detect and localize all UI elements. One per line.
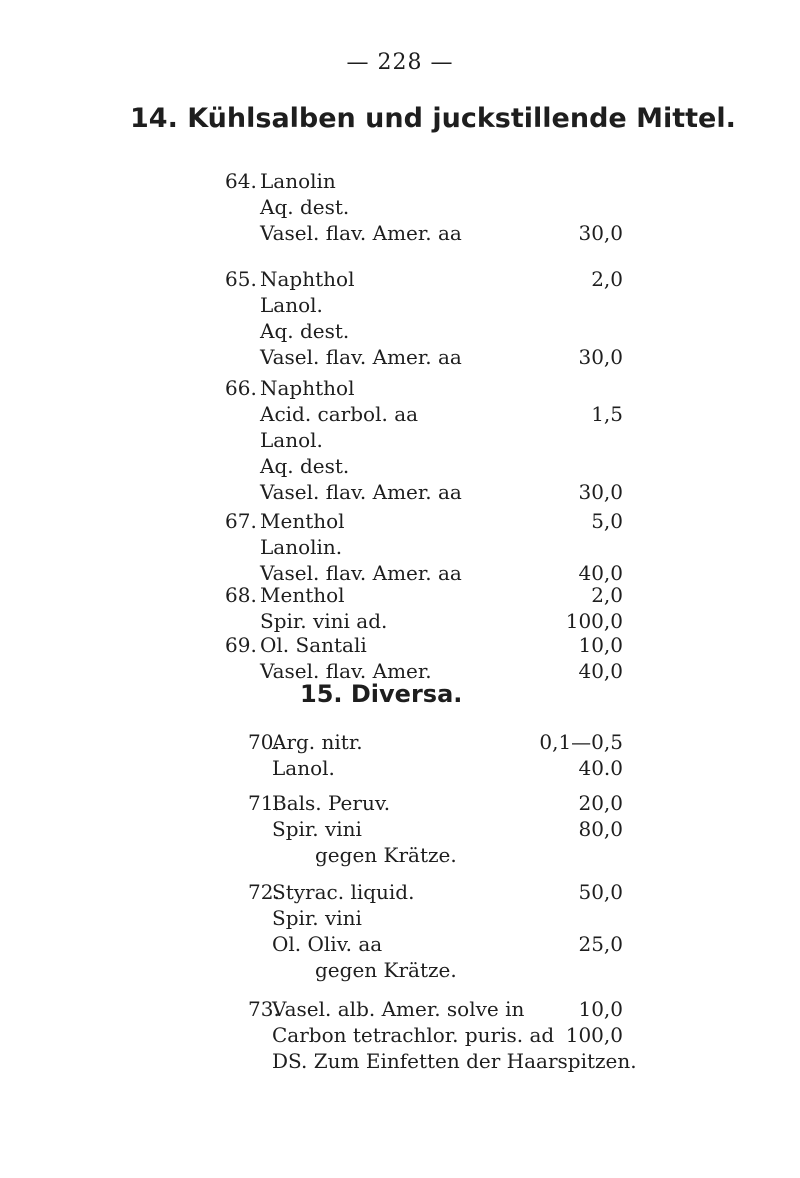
section-heading-14: 14. Kühlsalben und juckstillende Mittel. bbox=[130, 103, 736, 134]
ingredient: Ol. Santali bbox=[260, 633, 367, 657]
recipe-line bbox=[0, 375, 800, 401]
recipe-64 bbox=[0, 168, 800, 246]
usage-note: gegen Krätze. bbox=[315, 843, 457, 867]
usage-note: gegen Krätze. bbox=[315, 958, 457, 982]
recipe-number: 67. bbox=[225, 509, 257, 533]
recipe-line bbox=[0, 344, 800, 370]
ingredient: Vasel. flav. Amer. aa bbox=[260, 345, 462, 369]
quantity: 25,0 bbox=[578, 932, 623, 956]
quantity: 30,0 bbox=[578, 480, 623, 504]
recipe-68 bbox=[0, 582, 800, 634]
recipe-line bbox=[0, 996, 800, 1022]
ingredient: Menthol bbox=[260, 509, 345, 533]
quantity: 2,0 bbox=[591, 583, 623, 607]
quantity: 0,1—0,5 bbox=[539, 730, 623, 754]
recipe-66 bbox=[0, 375, 800, 505]
recipe-line bbox=[0, 266, 800, 292]
recipe-number: 65. bbox=[225, 267, 257, 291]
ingredient: Spir. vini bbox=[272, 906, 362, 930]
quantity: 40.0 bbox=[578, 756, 623, 780]
ingredient: Aq. dest. bbox=[260, 319, 350, 343]
recipe-number: 69. bbox=[225, 633, 257, 657]
recipe-number: 73. bbox=[248, 997, 280, 1021]
quantity: 10,0 bbox=[578, 633, 623, 657]
quantity: 50,0 bbox=[578, 880, 623, 904]
ingredient: DS. Zum Einfetten der Haarspitzen. bbox=[272, 1049, 637, 1073]
recipe-73 bbox=[0, 996, 800, 1074]
recipe-line bbox=[0, 508, 800, 534]
recipe-line bbox=[0, 401, 800, 427]
recipe-number: 68. bbox=[225, 583, 257, 607]
quantity: 100,0 bbox=[565, 609, 623, 633]
page-number: — 228 — bbox=[346, 50, 454, 75]
ingredient: Spir. vini bbox=[272, 817, 362, 841]
ingredient: Menthol bbox=[260, 583, 345, 607]
recipe-line bbox=[0, 194, 800, 220]
ingredient: Lanol. bbox=[260, 428, 323, 452]
ingredient: Vasel. flav. Amer. aa bbox=[260, 480, 462, 504]
recipe-69 bbox=[0, 632, 800, 684]
ingredient: Ol. Oliv. aa bbox=[272, 932, 383, 956]
recipe-line bbox=[0, 632, 800, 658]
ingredient: Naphthol bbox=[260, 376, 355, 400]
recipe-line bbox=[0, 168, 800, 194]
recipe-number: 70. bbox=[248, 730, 280, 754]
quantity: 5,0 bbox=[591, 509, 623, 533]
recipe-line bbox=[0, 292, 800, 318]
recipe-65 bbox=[0, 266, 800, 370]
recipe-line bbox=[0, 816, 800, 842]
recipe-line bbox=[0, 790, 800, 816]
ingredient: Bals. Peruv. bbox=[272, 791, 391, 815]
ingredient: Aq. dest. bbox=[260, 195, 350, 219]
recipe-line bbox=[0, 842, 800, 868]
quantity: 1,5 bbox=[591, 402, 623, 426]
quantity: 20,0 bbox=[578, 791, 623, 815]
ingredient: Vasel. alb. Amer. solve in bbox=[272, 997, 525, 1021]
recipe-71 bbox=[0, 790, 800, 868]
recipe-67 bbox=[0, 508, 800, 586]
recipe-number: 66. bbox=[225, 376, 257, 400]
ingredient: Arg. nitr. bbox=[272, 730, 363, 754]
recipe-line bbox=[0, 905, 800, 931]
recipe-line bbox=[0, 534, 800, 560]
quantity: 30,0 bbox=[578, 221, 623, 245]
recipe-number: 64. bbox=[225, 169, 257, 193]
quantity: 30,0 bbox=[578, 345, 623, 369]
ingredient: Lanolin. bbox=[260, 535, 343, 559]
recipe-line bbox=[0, 729, 800, 755]
recipe-line bbox=[0, 318, 800, 344]
quantity: 40,0 bbox=[578, 561, 623, 585]
recipe-line bbox=[0, 427, 800, 453]
recipe-number: 71. bbox=[248, 791, 280, 815]
recipe-line bbox=[0, 220, 800, 246]
ingredient: Lanol. bbox=[272, 756, 335, 780]
recipe-line bbox=[0, 1022, 800, 1048]
ingredient: Styrac. liquid. bbox=[272, 880, 415, 904]
recipe-line bbox=[0, 582, 800, 608]
recipe-line bbox=[0, 755, 800, 781]
ingredient: Vasel. flav. Amer. aa bbox=[260, 221, 462, 245]
quantity: 2,0 bbox=[591, 267, 623, 291]
ingredient: Spir. vini ad. bbox=[260, 609, 388, 633]
quantity: 80,0 bbox=[578, 817, 623, 841]
recipe-72 bbox=[0, 879, 800, 983]
recipe-70 bbox=[0, 729, 800, 781]
ingredient: Acid. carbol. aa bbox=[260, 402, 419, 426]
quantity: 40,0 bbox=[578, 659, 623, 683]
ingredient: Lanol. bbox=[260, 293, 323, 317]
quantity: 10,0 bbox=[578, 997, 623, 1021]
recipe-line bbox=[0, 1048, 800, 1074]
section-heading-15: 15. Diversa. bbox=[300, 680, 463, 708]
ingredient: Carbon tetrachlor. puris. ad bbox=[272, 1023, 555, 1047]
quantity: 100,0 bbox=[565, 1023, 623, 1047]
recipe-line bbox=[0, 931, 800, 957]
recipe-line bbox=[0, 879, 800, 905]
ingredient: Naphthol bbox=[260, 267, 355, 291]
recipe-line bbox=[0, 453, 800, 479]
ingredient: Vasel. flav. Amer. aa bbox=[260, 561, 462, 585]
ingredient: Aq. dest. bbox=[260, 454, 350, 478]
ingredient: Vasel. flav. Amer. bbox=[260, 659, 432, 683]
recipe-number: 72. bbox=[248, 880, 280, 904]
recipe-line bbox=[0, 479, 800, 505]
recipe-line bbox=[0, 957, 800, 983]
recipe-line bbox=[0, 608, 800, 634]
ingredient: Lanolin bbox=[260, 169, 336, 193]
